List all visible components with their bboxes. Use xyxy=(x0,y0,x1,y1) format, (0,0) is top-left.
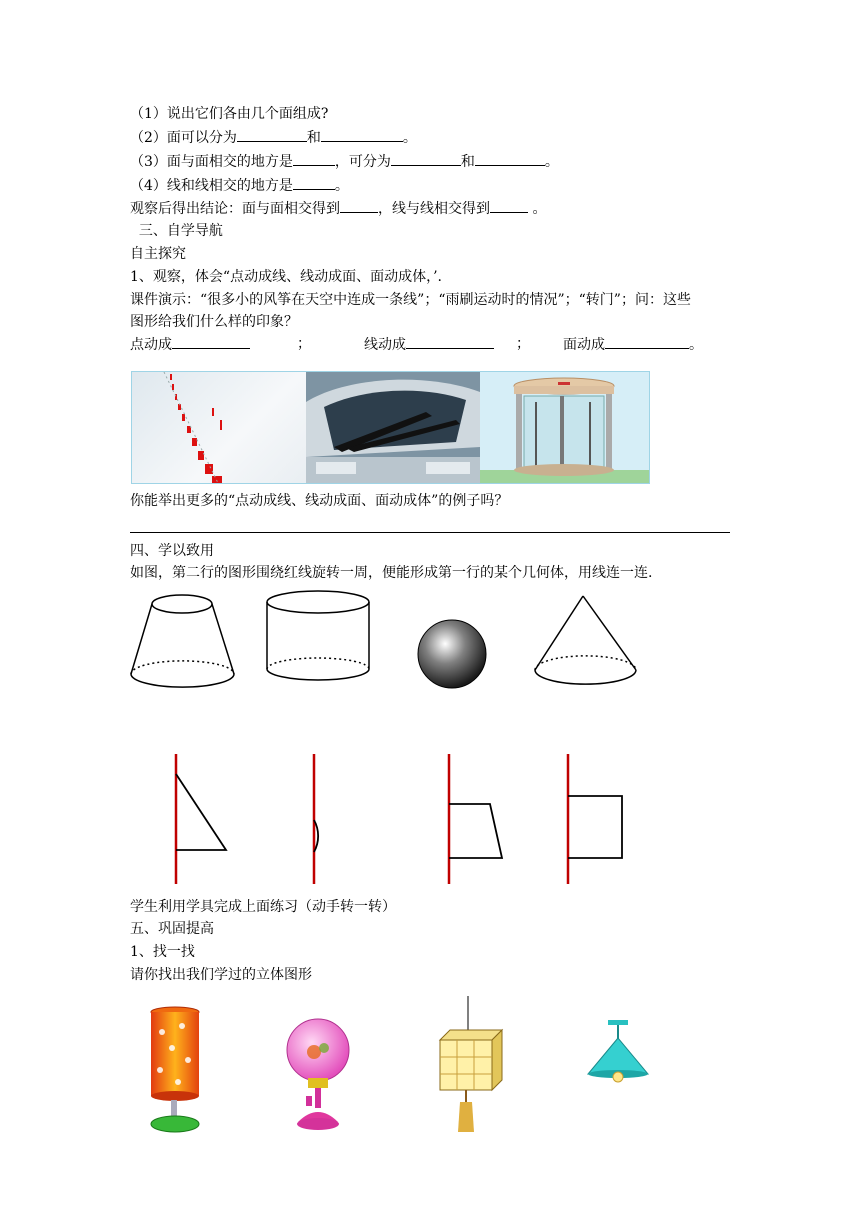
question-1: （1）说出它们各由几个面组成? xyxy=(130,106,329,122)
line-forms-label: 线动成 xyxy=(364,337,406,353)
line-forms-face xyxy=(364,334,494,355)
answer-blank[interactable] xyxy=(237,127,307,142)
answer-blank[interactable] xyxy=(321,127,403,142)
question-3 xyxy=(130,151,559,172)
question-2-end: 。 xyxy=(402,130,417,146)
question-4-end: 。 xyxy=(334,178,349,194)
item-1-observe: 1、观察，体会“点动成线、线动成面、面动成体，’. xyxy=(130,269,442,285)
right-trapezoid-shape[interactable] xyxy=(441,752,509,886)
cylinder-lamp-image[interactable] xyxy=(146,1004,204,1134)
section-4-heading: 四、学以致用 xyxy=(130,543,214,559)
separator-semicolon: ； xyxy=(516,336,530,352)
more-examples-question: 你能举出更多的“点动成线、线动成面、面动成体”的例子吗？ xyxy=(130,493,509,509)
revolving-door-photo xyxy=(480,372,649,483)
question-3-and: 和 xyxy=(460,154,475,170)
car-windshield-image xyxy=(306,372,480,483)
answer-blank[interactable] xyxy=(391,151,461,166)
rotation-task: 如图，第二行的图形围绕红线旋转一周，便能形成第一行的某个几何体，用线连一连. xyxy=(130,565,653,581)
cube-lantern-image[interactable] xyxy=(434,996,506,1136)
face-forms-solid xyxy=(563,334,703,355)
answer-blank[interactable] xyxy=(293,175,335,190)
revolving-door-image xyxy=(480,372,649,483)
answer-blank[interactable] xyxy=(172,334,250,349)
observation-end: 。 xyxy=(528,201,547,217)
frustum-figure[interactable] xyxy=(126,592,244,694)
rectangle-shape[interactable] xyxy=(560,752,628,886)
answer-blank[interactable] xyxy=(490,198,528,213)
sphere-lamp-image[interactable] xyxy=(284,1018,352,1134)
observation-text-2: ，线与线相交得到 xyxy=(378,201,490,217)
question-2 xyxy=(130,127,417,148)
question-3-text-2: ，可分为 xyxy=(334,154,391,170)
cone-lamp-image[interactable] xyxy=(582,1018,658,1084)
answer-line[interactable] xyxy=(130,532,730,533)
answer-blank[interactable] xyxy=(475,151,545,166)
kite-line-photo xyxy=(132,372,306,483)
find-instruction: 请你找出我们学过的立体图形 xyxy=(130,967,312,983)
point-forms-label: 点动成 xyxy=(130,337,172,353)
observation-text: 观察后得出结论：面与面相交得到 xyxy=(130,201,340,217)
answer-blank[interactable] xyxy=(340,198,378,213)
question-4 xyxy=(130,175,349,196)
separator-semicolon: ； xyxy=(297,336,311,352)
self-explore-heading: 自主探究 xyxy=(130,246,186,262)
fill-row-end: 。 xyxy=(689,337,703,353)
answer-blank[interactable] xyxy=(293,151,335,166)
section-5-heading: 五、巩固提高 xyxy=(130,921,214,937)
kite-dots xyxy=(170,374,222,483)
section-3-heading: 三、自学导航 xyxy=(130,223,223,239)
semicircle-shape[interactable] xyxy=(306,752,354,886)
observation-conclusion xyxy=(130,198,546,219)
demo-line-1: 课件演示：“很多小的风筝在天空中连成一条线”；“雨刷运动时的情况”；“转门”；问：这些 xyxy=(130,292,691,308)
question-3-text: （3）面与面相交的地方是 xyxy=(130,154,293,170)
question-2-and: 和 xyxy=(306,130,321,146)
wiper-photo xyxy=(306,372,480,483)
cylinder-figure[interactable] xyxy=(263,590,377,684)
point-forms-line xyxy=(130,334,250,355)
demo-photos xyxy=(131,371,650,484)
hands-on-note: 学生利用学具完成上面练习（动手转一转） xyxy=(130,899,396,915)
find-heading: 1、找一找 xyxy=(130,944,195,960)
kite-line-image xyxy=(132,372,306,483)
face-forms-label: 面动成 xyxy=(563,337,605,353)
question-3-end: 。 xyxy=(544,154,559,170)
question-4-text: （4）线和线相交的地方是 xyxy=(130,178,293,194)
cone-figure[interactable] xyxy=(532,594,642,694)
answer-blank[interactable] xyxy=(605,334,689,349)
answer-blank[interactable] xyxy=(406,334,494,349)
sphere-figure[interactable] xyxy=(416,618,488,690)
question-2-text: （2）面可以分为 xyxy=(130,130,237,146)
right-triangle-shape[interactable] xyxy=(168,752,232,886)
demo-line-2: 图形给我们什么样的印象？ xyxy=(130,314,298,330)
